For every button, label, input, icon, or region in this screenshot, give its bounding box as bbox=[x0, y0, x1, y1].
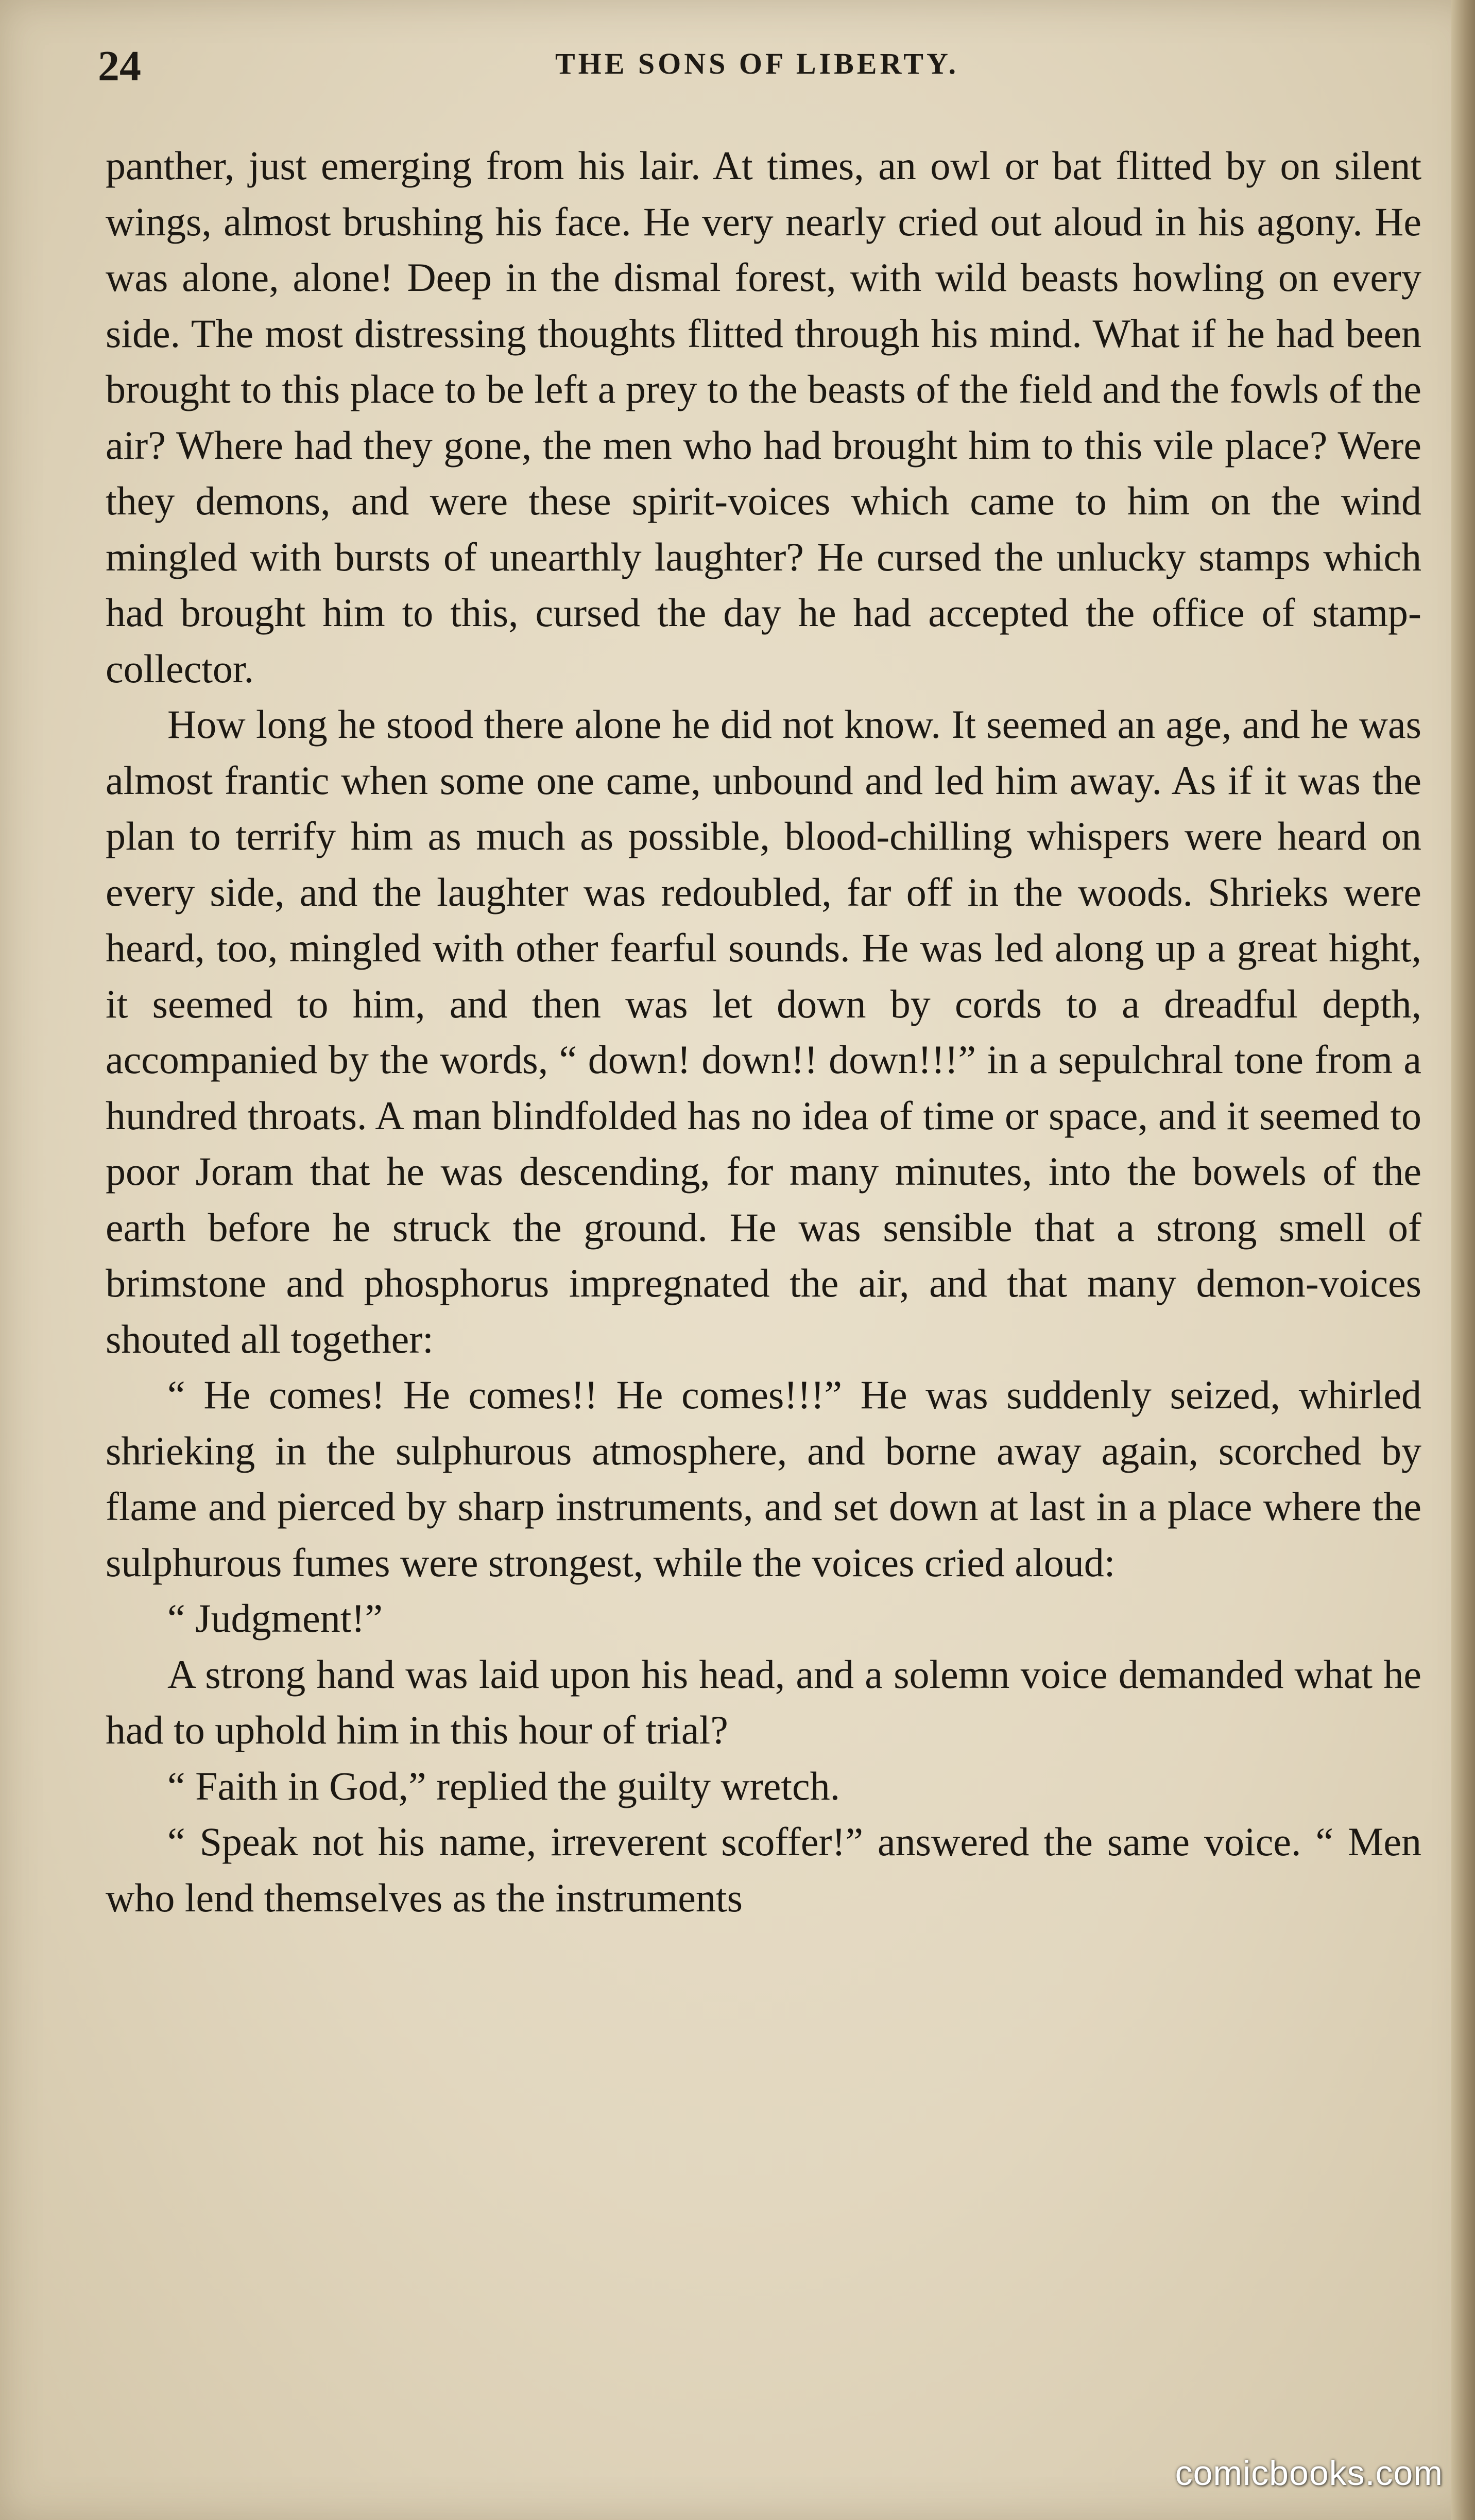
paragraph: “ He comes! He comes!! He comes!!!” He was suddenly seized, whirled shrieking in the sulphurous atmosphere, and borne away again, scorched by flame and pierced by sharp instruments, and set down at last in a place where the sulphurous fumes were strongest, while the voices cried aloud: bbox=[106, 1372, 1421, 1585]
paragraph: How long he stood there alone he did not know. It seemed an age, and he was almost frantic when some one came, unbound and led him away. As if it was the plan to terrify him as much as possible, blood-chilling whispers were heard on every side, and the laughter was redoubled, far off in the woods. Shrieks were heard, too, mingled with other fearful sounds. He was led along up a great hight, it seemed to him, and then was let down by cords to a dreadful depth, accompanied by the words, “ down! down!! down!!!” in a sepulchral tone from a hundred throats. A man blindfolded has no idea of time or space, and it seemed to poor Joram that he was descending, for many minutes, into the bowels of the earth before he struck the ground. He was sensible that a strong smell of brimstone and phosphorus impregnated the air, and that many demon-voices shouted all together: bbox=[106, 702, 1421, 1361]
page-edge bbox=[1451, 0, 1475, 2520]
paragraph: panther, just emerging from his lair. At times, an owl or bat flitted by on silent wings, almost brushing his face. He very nearly cried out aloud in his agony. He was alone, alone! Deep in the dismal forest, with wild beasts howling on every side. The most distressing thoughts flitted through his mind. What if he had been brought to this place to be left a prey to the beasts of the field and the fowls of the air? Where had they gone, the men who had brought him to this vile place? Were they demons, and were these spirit-voices which came to him on the wind mingled with bursts of unearthly laughter? He cursed the unlucky stamps which had brought him to this, cursed the day he had accepted the office of stamp-collector. bbox=[106, 143, 1421, 691]
page-number: 24 bbox=[98, 42, 141, 90]
body-text bbox=[106, 138, 1421, 1926]
paragraph: A strong hand was laid upon his head, and a solemn voice demanded what he had to uphold him in this hour of trial? bbox=[106, 1651, 1421, 1752]
paragraph: “ Judgment!” bbox=[167, 1596, 383, 1641]
watermark: comicbooks.com bbox=[1175, 2454, 1443, 2493]
paragraph: “ Faith in God,” replied the guilty wretch. bbox=[167, 1763, 841, 1808]
paragraph: “ Speak not his name, irreverent scoffer!” answered the same voice. “ Men who lend themselves as the instruments bbox=[106, 1819, 1421, 1920]
page-header bbox=[98, 41, 1416, 98]
running-head: THE SONS OF LIBERTY. bbox=[555, 47, 959, 80]
